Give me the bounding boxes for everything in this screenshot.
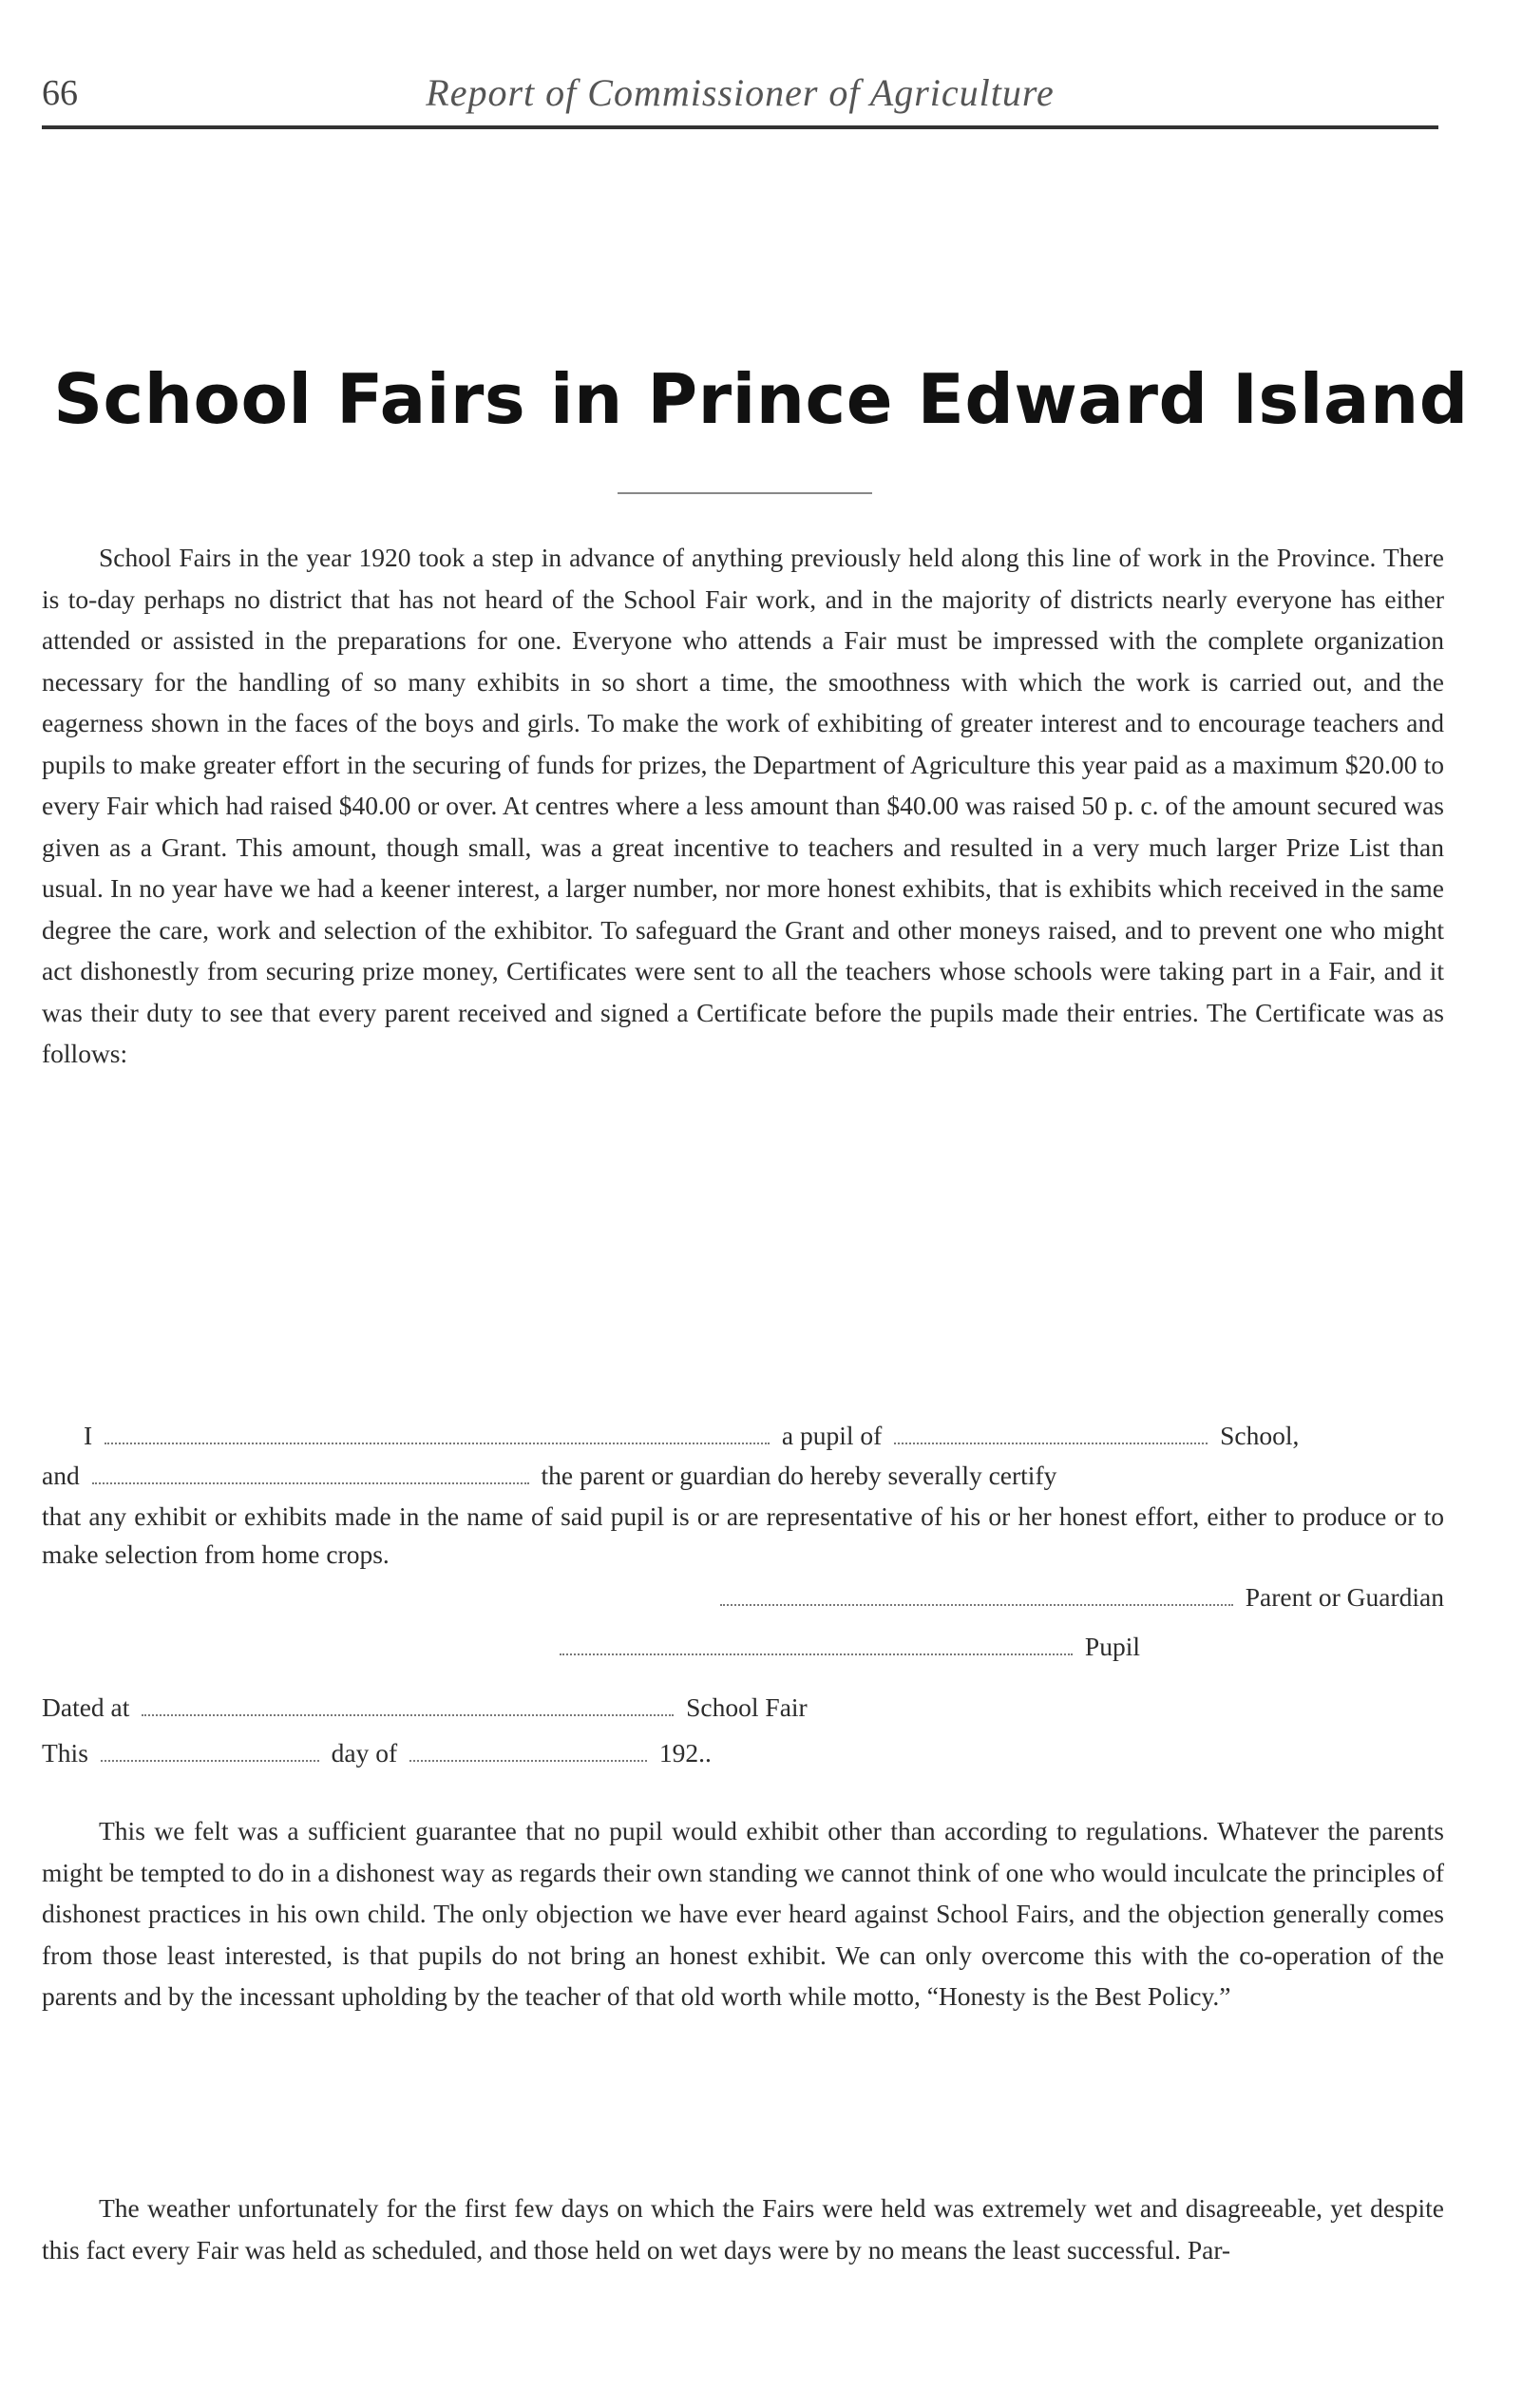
blank-day [101,1735,319,1762]
certificate-line-1 [42,1416,1444,1456]
paragraph-weather [42,2188,1444,2270]
blank-place [142,1690,674,1716]
article-title: School Fairs in Prince Edward Island [53,359,1469,439]
running-header [42,67,1438,129]
certificate-text: Pupil [1084,1632,1140,1661]
blank-school-name [894,1418,1208,1444]
title-divider [618,492,872,494]
paragraph-intro [42,537,1444,1075]
certificate-text: the parent or guardian do hereby severally certify [541,1461,1057,1490]
certificate-text: School Fair [686,1692,808,1722]
page-number: 66 [42,73,78,113]
paragraph-guarantee [42,1810,1444,2017]
certificate-text: Dated at [42,1692,130,1722]
blank-month [409,1735,647,1762]
blank-parent-signature [720,1579,1233,1606]
signature-pupil-line [560,1627,1140,1667]
blank-parent-name [92,1458,529,1484]
paragraph-text: This we felt was a sufficient guarantee that no pupil would exhibit other than according to regulations. Whatever the parents might be tempted to do in a dishonest way as regards their own standing we cannot think of one who would inculcate the principles of dishonest practices in his own child. The only objection we have ever heard against School Fairs, and the objection generally comes from those least interested, is that pupils do not bring an honest exhibit. We can only overcome this with the co-operation of the parents and by the incessant upholding by the teacher of that old worth while motto, “Honesty is the Best Policy.” [42,1816,1444,2011]
certificate-text: 192.. [658,1738,712,1768]
certificate-text: Parent or Guardian [1245,1582,1444,1612]
blank-pupil-name [105,1418,770,1444]
certificate-body: that any exhibit or exhibits made in the name of said pupil is or are representative of his or her honest effort, either to produce or to make selection from home crops. [42,1501,1444,1569]
date-line [42,1733,1444,1773]
dated-at-line [42,1688,1444,1728]
paragraph-text: The weather unfortunately for the first few days on which the Fairs were held was extremely wet and disagreeable, yet despite this fact every Fair was held as scheduled, and those held on wet days were by no means the least successful. Par- [42,2193,1444,2265]
certificate-text: a pupil of [781,1421,883,1450]
paragraph-text: School Fairs in the year 1920 took a step in advance of anything previously held along this line of work in the Province. There is to-day perhaps no district that has not heard of the School Fair work, and in the majority of districts nearly everyone has either attended or assisted in the preparations for one. Everyone who attends a Fair must be impressed with the complete organization necessary for the handling of so many exhibits in so short a time, the smoothness with which the work is carried out, and the eagerness shown in the faces of the boys and girls. To make the work of exhibiting of greater interest and to encourage teachers and pupils to make greater effort in the securing of funds for prizes, the Department of Agriculture this year paid as a maximum $20.00 to every Fair which had raised $40.00 or over. At centres where a less amount than $40.00 was raised 50 p. c. of the amount secured was given as a Grant. This amount, though small, was a great incentive to teachers and resulted in a very much larger Prize List than usual. In no year have we had a keener interest, a larger number, nor more honest exhibits, that is exhibits which received in the same degree the care, work and selection of the exhibitor. To safeguard the Grant and other moneys raised, and to prevent one who might act dishonestly from securing prize money, Certificates were sent to all the teachers whose schools were taking part in a Fair, and it was their duty to see that every parent received and signed a Certificate before the pupils made their entries. The Certificate was as follows: [42,543,1444,1068]
running-title: Report of Commissioner of Agriculture [426,71,1055,114]
certificate-text: School, [1220,1421,1300,1450]
certificate-text: I [84,1421,93,1450]
certificate-text: day of [331,1738,398,1768]
certificate-line-2 [42,1456,1444,1496]
certificate-text: This [42,1738,88,1768]
certificate-text: and [42,1461,80,1490]
blank-pupil-signature [560,1629,1073,1655]
signature-parent-line [720,1577,1444,1617]
